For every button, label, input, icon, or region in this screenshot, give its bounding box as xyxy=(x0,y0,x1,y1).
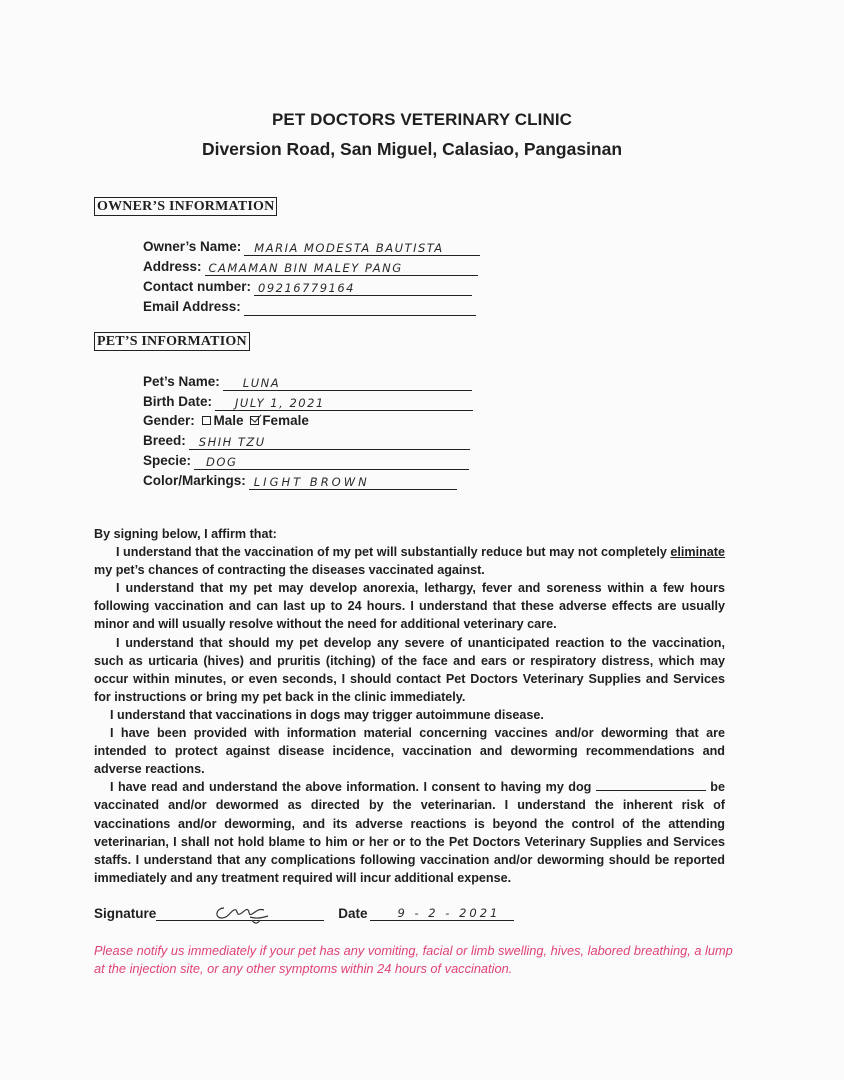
owner-name-value: MARIA MODESTA BAUTISTA xyxy=(254,241,444,255)
pet-name-field xyxy=(143,373,472,391)
owner-email-label: Email Address: xyxy=(143,299,241,314)
pet-color-field xyxy=(143,472,457,490)
gender-label: Gender: xyxy=(143,413,195,428)
pet-birth-date-label: Birth Date: xyxy=(143,394,213,409)
owner-address-label: Address: xyxy=(143,259,202,274)
female-checkbox[interactable] xyxy=(250,416,259,425)
dog-name-blank[interactable] xyxy=(596,778,706,791)
pet-color-value: LIGHT BROWN xyxy=(253,475,370,489)
consent-intro: By signing below, I affirm that: xyxy=(94,527,277,541)
owner-email-field xyxy=(143,298,476,316)
consent-paragraph-4: I understand that vaccinations in dogs may trigger autoimmune disease. xyxy=(110,707,544,722)
pet-gender-field xyxy=(143,412,309,430)
owner-address-field xyxy=(143,258,478,276)
consent-paragraph-5: I have been provided with information material concerning vaccines and/or deworming that are intended to protect against disease incidence, vaccination and deworming recommendations and adverse reactions. xyxy=(94,726,725,777)
female-option-label: Female xyxy=(262,413,309,428)
owner-name-label: Owner’s Name: xyxy=(143,239,242,254)
pet-breed-value: SHIH TZU xyxy=(198,435,266,449)
consent-paragraph-6 xyxy=(94,778,725,887)
signature-label: Signature xyxy=(94,906,157,921)
pet-specie-label: Specie: xyxy=(143,453,192,468)
pet-specie-field xyxy=(143,452,469,470)
pet-breed-field xyxy=(143,432,470,450)
owner-address-value: CAMAMAN BIN MALEY PANG xyxy=(208,261,403,275)
clinic-name: PET DOCTORS VETERINARY CLINIC xyxy=(271,110,573,129)
consent-p6-part-b: be vaccinated and/or dewormed as directed by the veterinarian. I understand the inherent risk of vaccinations and/or deworming, and its adverse reactions is beyond the control of the attending veterinarian, I shall not hold blame to him or her or to the Pet Doctors Veterinary Supplies and Services staffs. I understand that any complications following vaccination and/or deworming should be reported immediately and any treatment required will incur additional expense. xyxy=(94,780,725,885)
pet-color-line[interactable] xyxy=(249,473,457,490)
owner-contact-value: 09216779164 xyxy=(258,281,355,295)
aftercare-notice: Please notify us immediately if your pet has any vomiting, facial or limb swelling, hives, labored breathing, a lump at the injection site, or any other symptoms within 24 hours of vaccination. xyxy=(94,943,733,976)
consent-p1-part-b: my pet’s chances of contracting the diseases vaccinated against. xyxy=(94,563,485,578)
owner-section-heading: OWNER’S INFORMATION xyxy=(94,197,277,216)
signature-row xyxy=(94,904,514,921)
signature-line[interactable] xyxy=(156,904,324,921)
pet-breed-line[interactable] xyxy=(189,433,470,450)
handwritten-signature xyxy=(212,900,276,926)
pet-breed-label: Breed: xyxy=(143,433,186,448)
pet-birth-date-line[interactable] xyxy=(215,394,473,411)
owner-address-line[interactable] xyxy=(205,259,478,276)
clinic-address: Diversion Road, San Miguel, Calasiao, Pangasinan xyxy=(201,139,623,159)
pet-birth-date-field xyxy=(143,393,473,411)
pet-name-line[interactable] xyxy=(223,374,472,391)
male-option-label: Male xyxy=(213,413,244,428)
consent-p1-part-a: I understand that the vaccination of my pet will substantially reduce but may not completely xyxy=(116,545,671,560)
pet-section-heading: PET’S INFORMATION xyxy=(94,332,250,351)
consent-paragraph-1 xyxy=(94,543,725,579)
date-label: Date xyxy=(338,906,368,921)
pet-name-label: Pet’s Name: xyxy=(143,374,220,389)
date-line[interactable] xyxy=(370,904,514,921)
consent-text xyxy=(94,525,725,887)
owner-name-field xyxy=(143,238,480,256)
owner-name-line[interactable] xyxy=(244,239,480,256)
consent-paragraph-3: I understand that should my pet develop any severe of unanticipated reaction to the vaccination, such as urticaria (hives) and pruritis (itching) of the face and ears or respiratory distress, which may occur within minutes, or even seconds, I should contact Pet Doctors Veterinary Supplies and Services for instructions or bring my pet back in the clinic immediately. xyxy=(94,635,725,704)
owner-contact-label: Contact number: xyxy=(143,279,251,294)
pet-specie-line[interactable] xyxy=(194,453,469,470)
pet-birth-date-value: JULY 1, 2021 xyxy=(235,396,325,410)
owner-contact-line[interactable] xyxy=(254,279,472,296)
pet-color-label: Color/Markings: xyxy=(143,473,246,488)
owner-email-line[interactable] xyxy=(244,299,476,316)
pet-name-value: LUNA xyxy=(242,376,281,390)
consent-p6-part-a: I have read and understand the above information. I consent to having my dog xyxy=(110,780,596,795)
owner-contact-field xyxy=(143,278,472,296)
pet-specie-value: DOG xyxy=(206,455,238,469)
consent-paragraph-2: I understand that my pet may develop anorexia, lethargy, fever and soreness within a few hours following vaccination and can last up to 24 hours. I understand that these adverse effects are usually minor and will usually resolve without the need for additional veterinary care. xyxy=(94,581,725,632)
male-checkbox[interactable] xyxy=(202,416,211,425)
consent-p1-underlined: eliminate xyxy=(670,545,725,560)
date-value: 9 - 2 - 2021 xyxy=(397,906,501,920)
